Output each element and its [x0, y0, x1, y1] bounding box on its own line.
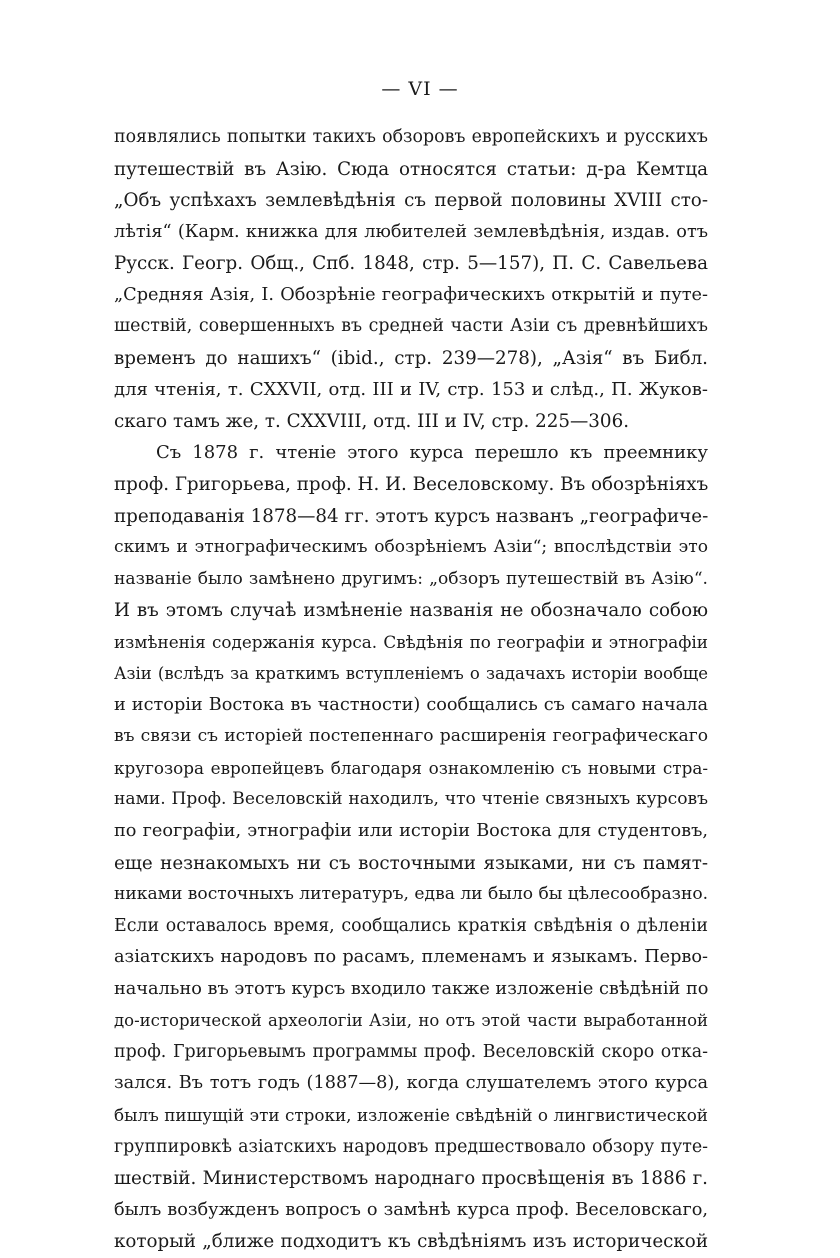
- text-line: шествій, совершенныхъ въ средней части Азіи съ древнѣйшихъ: [114, 316, 708, 337]
- text-line: кругозора европейцевъ благодаря ознакомленію съ новыми стра-: [114, 757, 708, 778]
- text-line: проф. Григорьевымъ программы проф. Веселовскій скоро отка-: [114, 1041, 708, 1062]
- text-line: названіе было замѣнено другимъ: „обзоръ путешествій въ Азію“.: [114, 568, 708, 589]
- text-line: путешествій въ Азію. Сюда относятся статьи: д-ра Кемтца: [114, 158, 708, 180]
- text-line: для чтенія, т. CXXVII, отд. III и IV, стр. 153 и слѣд., П. Жуков-: [114, 379, 708, 401]
- text-line: преподаванія 1878—84 гг. этотъ курсъ названъ „географиче-: [114, 505, 709, 527]
- text-line: Съ 1878 г. чтеніе этого курса перешло къ преемнику: [156, 442, 708, 464]
- text-line: группировкѣ азіатскихъ народовъ предшествовало обзору путе-: [114, 1136, 708, 1157]
- text-line: шествій. Министерствомъ народнаго просвѣщенія въ 1886 г.: [114, 1168, 708, 1190]
- text-line: нами. Проф. Веселовскій находилъ, что чтеніе связныхъ курсовъ: [114, 789, 708, 810]
- text-line: „Средняя Азія, I. Обозрѣніе географическихъ открытій и путе-: [114, 284, 708, 305]
- page-number: — VI —: [381, 78, 459, 100]
- text-line: въ связи съ исторіей постепеннаго расширенія географическаго: [114, 726, 708, 747]
- text-line: Если оставалось время, сообщались краткія свѣдѣнія о дѣленіи: [114, 915, 708, 936]
- text-line: азіатскихъ народовъ по расамъ, племенамъ и языкамъ. Перво-: [114, 947, 708, 968]
- text-line: который „ближе подходитъ къ свѣдѣніямъ изъ исторической: [114, 1231, 708, 1253]
- text-line: скимъ и этнографическимъ обозрѣніемъ Азіи“; впослѣдствіи это: [114, 537, 708, 558]
- text-line: никами восточныхъ литературъ, едва ли было бы цѣлесообразно.: [114, 884, 709, 905]
- text-line: И въ этомъ случаѣ измѣненіе названія не обозначало собою: [114, 600, 708, 622]
- text-line: временъ до нашихъ“ (ibid., стр. 239—278), „Азія“ въ Библ.: [114, 347, 708, 369]
- text-line: до-исторической археологіи Азіи, но отъ этой части выработанной: [114, 1011, 708, 1031]
- text-line: скаго тамъ же, т. CXXVIII, отд. III и IV, стр. 225—306.: [114, 410, 630, 432]
- text-line: проф. Григорьева, проф. Н. И. Веселовскому. Въ обозрѣніяхъ: [114, 474, 709, 496]
- text-line: „Объ успѣхахъ землевѣдѣнія съ первой половины XVIII сто-: [114, 190, 708, 212]
- text-line: Русск. Геогр. Общ., Спб. 1848, стр. 5—157), П. С. Савельева: [114, 253, 708, 275]
- text-line: начально въ этотъ курсъ входило также изложеніе свѣдѣній по: [114, 978, 709, 999]
- text-line: по географіи, этнографіи или исторіи Востока для студентовъ,: [114, 821, 708, 842]
- text-line: зался. Въ тотъ годъ (1887—8), когда слушателемъ этого курса: [114, 1073, 708, 1094]
- text-line: и исторіи Востока въ частности) сообщались съ самаго начала: [114, 694, 708, 715]
- text-line: еще незнакомыхъ ни съ восточными языками, ни съ памят-: [114, 852, 708, 874]
- text-line: лѣтія“ (Карм. книжка для любителей землевѣдѣнія, издав. отъ: [114, 221, 708, 242]
- text-line: появлялись попытки такихъ обзоровъ европейскихъ и русскихъ: [114, 127, 708, 147]
- text-line: былъ возбужденъ вопросъ о замѣнѣ курса проф. Веселовскаго,: [114, 1199, 708, 1220]
- body-text: [114, 122, 708, 1258]
- text-line: Азіи (вслѣдъ за краткимъ вступленіемъ о задачахъ исторіи вообще: [114, 664, 708, 684]
- text-line: былъ пишущій эти строки, изложеніе свѣдѣній о лингвистической: [114, 1104, 708, 1125]
- text-line: измѣненія содержанія курса. Свѣдѣнія по географіи и этнографіи: [114, 631, 708, 652]
